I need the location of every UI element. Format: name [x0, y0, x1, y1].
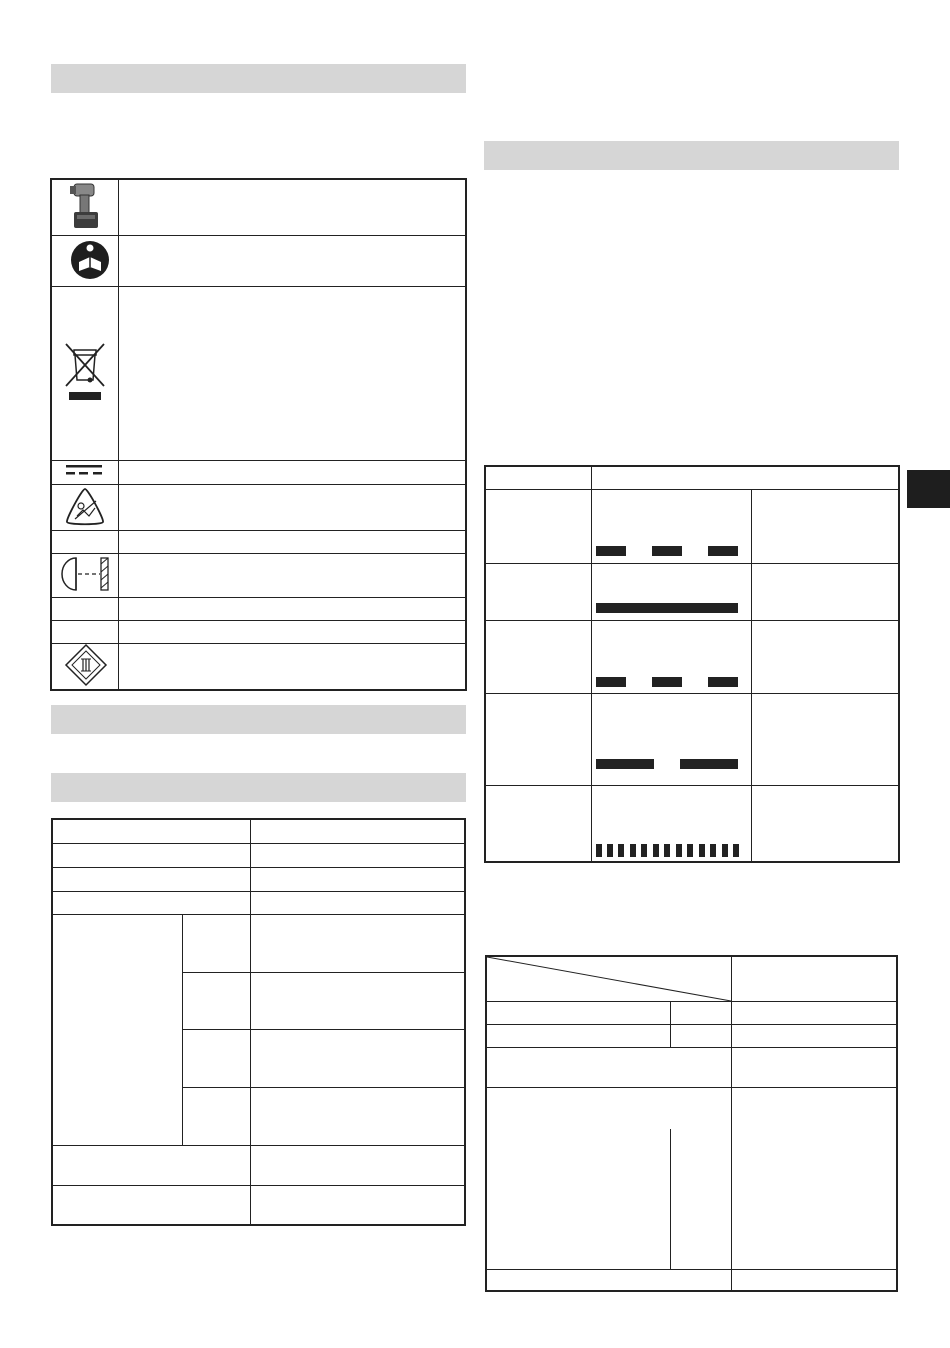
indicator-segment	[708, 677, 738, 687]
section-header-bar-1	[51, 64, 466, 93]
side-language-tab	[907, 470, 950, 508]
power-tool-icon	[66, 182, 104, 232]
indicator-dash	[722, 844, 728, 857]
direct-current-icon	[64, 462, 106, 478]
indicator-dash	[676, 844, 682, 857]
indicator-row-line	[486, 563, 898, 564]
class-iii-diamond-icon	[64, 643, 108, 687]
compat-subcol-line	[670, 1001, 671, 1047]
section-header-bar-3	[51, 773, 466, 802]
indicator-dash	[596, 844, 602, 857]
compat-row-line	[487, 1001, 896, 1002]
read-manual-icon	[66, 238, 114, 282]
spec-row-line	[53, 891, 464, 892]
symbols-row-line	[52, 597, 465, 598]
section-header-bar-2	[51, 705, 466, 734]
indicator-row-line	[486, 693, 898, 694]
compat-row-line	[487, 1087, 896, 1088]
spec-row-line	[53, 914, 464, 915]
indicator-dash	[618, 844, 624, 857]
indicator-segment	[708, 546, 738, 556]
indicator-dash	[699, 844, 705, 857]
indicator-row-line	[486, 489, 898, 490]
compat-row-line	[487, 1269, 896, 1270]
symbols-row-line	[52, 286, 465, 287]
spec-row-line	[182, 1029, 464, 1030]
indicator-dash	[653, 844, 659, 857]
indicator-dash	[664, 844, 670, 857]
symbols-row-line	[52, 553, 465, 554]
spec-row-line	[182, 1087, 464, 1088]
indicator-segment	[596, 546, 626, 556]
light-curtain-icon	[58, 554, 112, 594]
indicator-row-line	[486, 785, 898, 786]
compat-col-line	[731, 957, 732, 1290]
indicator-dash	[733, 844, 739, 857]
compat-subcol-line	[670, 1129, 671, 1269]
symbols-table-divider	[118, 180, 119, 689]
indicator-col-line	[591, 467, 592, 861]
indicator-row-line	[486, 620, 898, 621]
indicator-col-line	[751, 489, 752, 861]
spec-row-line	[53, 1185, 464, 1186]
spec-row-line	[53, 1145, 464, 1146]
spec-row-line	[53, 843, 464, 844]
indicator-full-bar	[596, 603, 738, 613]
indicator-segment	[652, 546, 682, 556]
header-diagonal-line	[487, 957, 732, 1003]
symbols-row-line	[52, 235, 465, 236]
indicator-segment	[596, 677, 626, 687]
symbols-row-line	[52, 620, 465, 621]
symbols-row-line	[52, 484, 465, 485]
indicator-segment	[652, 677, 682, 687]
indicator-dash	[641, 844, 647, 857]
battery-indicator-table	[484, 465, 900, 863]
indicator-dash	[630, 844, 636, 857]
compatibility-table	[485, 955, 898, 1292]
compat-row-line	[487, 1047, 896, 1048]
spec-row-line	[53, 867, 464, 868]
symbols-row-line	[52, 643, 465, 644]
specifications-table	[51, 818, 466, 1226]
section-header-bar-4	[484, 141, 899, 170]
indicator-dash	[710, 844, 716, 857]
crossed-out-wheelie-bin-icon	[62, 340, 108, 404]
indicator-segment	[680, 759, 738, 769]
spec-col-line	[250, 820, 251, 1224]
compat-row-line	[487, 1024, 896, 1025]
indicator-dash	[687, 844, 693, 857]
symbols-row-line	[52, 460, 465, 461]
symbols-row-line	[52, 530, 465, 531]
spec-subcol-line	[182, 914, 183, 1145]
indicator-dash	[607, 844, 613, 857]
spec-row-line	[182, 972, 464, 973]
indicator-segment	[596, 759, 654, 769]
no-hand-contact-rotating-icon	[63, 486, 107, 528]
